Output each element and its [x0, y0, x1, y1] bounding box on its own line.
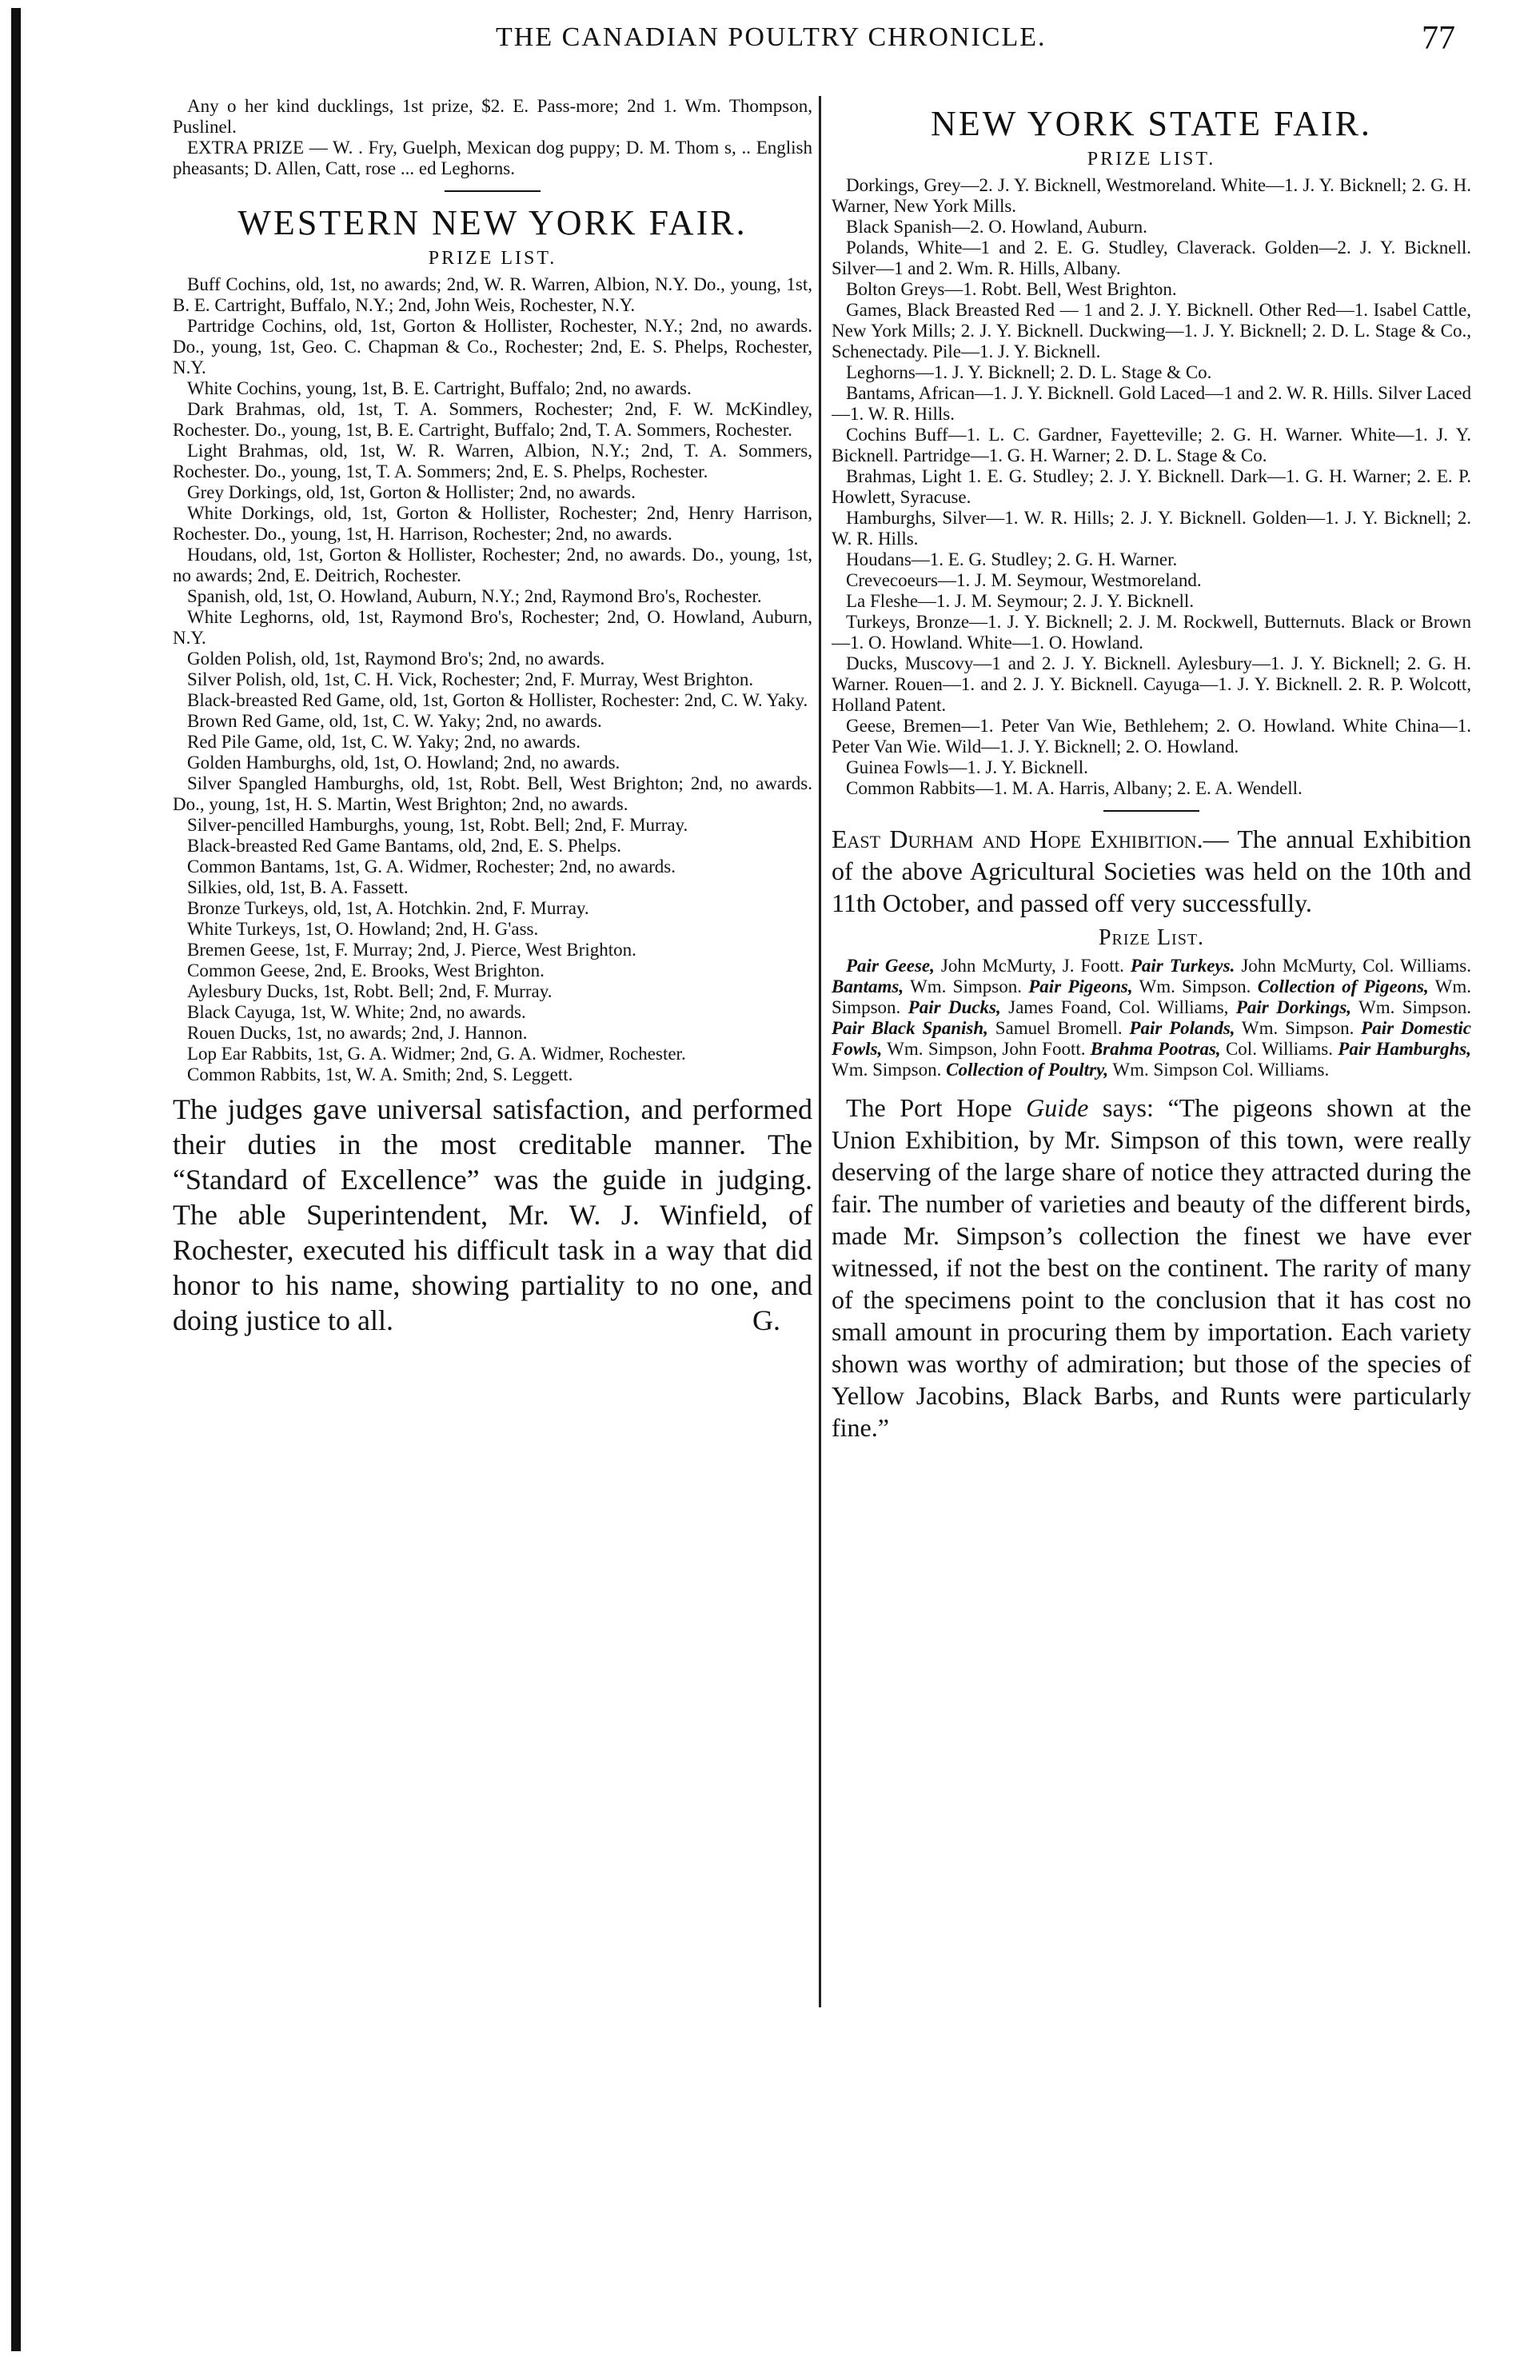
- western-prize-list-label: PRIZE LIST.: [428, 248, 557, 269]
- left-column: [173, 96, 812, 1338]
- prize-entry: Common Geese, 2nd, E. Brooks, West Brighton.: [187, 960, 545, 980]
- durham-prize-winner: Col. Williams.: [1220, 1039, 1339, 1059]
- prize-entry: White Dorkings, old, 1st, Gorton & Hollister, Rochester; 2nd, Henry Harrison, Rochester. Do., young, 1st, H. Harrison, Rochester; 2nd, no awards.: [173, 503, 812, 544]
- durham-prize-class: Pair Ducks,: [908, 997, 1001, 1017]
- port-hope-post: says: “The pigeons shown at the Union Exhibition, by Mr. Simpson of this town, were really deserving of the large share of notice they attracted during the fair. The number of varieties and beauty of the different birds, made Mr. Simpson’s collection the finest we have ever witnessed, if not the best on the continent. The rarity of many of the specimens point to the conclusion that it has cost no small amount in procuring them by importation. Each variety shown was worthy of admiration; but those of the species of Yellow Jacobins, Black Barbs, and Runts were particularly fine.”: [832, 1093, 1471, 1442]
- judges-paragraph: [173, 1092, 812, 1338]
- prize-entry: Light Brahmas, old, 1st, W. R. Warren, Albion, N.Y.; 2nd, T. A. Sommers, Rochester. Do., young, 1st, T. A. Sommers; 2nd, E. S. Phelps, Rochester.: [173, 441, 812, 481]
- prize-entry: Golden Hamburghs, old, 1st, O. Howland; 2nd, no awards.: [187, 753, 620, 773]
- durham-prize-class: Pair Domestic Fowls,: [832, 1018, 1471, 1059]
- durham-prize-winner: John McMurty, Col. Williams.: [1235, 956, 1471, 976]
- prize-entry: Bantams, African—1. J. Y. Bicknell. Gold Laced—1 and 2. W. R. Hills. Silver Laced—1. W. R. Hills.: [832, 383, 1471, 424]
- prize-entry: Bolton Greys—1. Robt. Bell, West Brighton.: [846, 279, 1177, 299]
- prize-entry: Silver Spangled Hamburghs, old, 1st, Robt. Bell, West Brighton; 2nd, no awards. Do., young, 1st, H. S. Martin, West Brighton; 2nd, no awards.: [173, 773, 812, 814]
- durham-prize-class: Bantams,: [832, 976, 904, 996]
- prize-entry: Dark Brahmas, old, 1st, T. A. Sommers, Rochester; 2nd, F. W. McKindley, Rochester. Do., young, 1st, B. E. Cartright, Buffalo; 2nd, T. A. Sommers, Rochester.: [173, 399, 812, 440]
- durham-prize-winner: Wm. Simpson.: [1132, 976, 1258, 996]
- durham-prize-list-label: Prize List.: [1098, 925, 1205, 950]
- western-prize-entries: [173, 274, 812, 1085]
- durham-prize-winner: James Foand, Col. Williams,: [1000, 997, 1236, 1017]
- prize-entry: Geese, Bremen—1. Peter Van Wie, Bethlehem; 2. O. Howland. White China—1. Peter Van Wie. Wild—1. J. Y. Bicknell; 2. O. Howland.: [832, 716, 1471, 757]
- prize-entry: Black-breasted Red Game Bantams, old, 2nd, E. S. Phelps.: [187, 836, 621, 856]
- prize-entry: Polands, White—1 and 2. E. G. Studley, Claverack. Golden—2. J. Y. Bicknell. Silver—1 and 2. Wm. R. Hills, Albany.: [832, 238, 1471, 278]
- port-hope-paragraph: [832, 1092, 1471, 1444]
- ny-state-fair-heading: NEW YORK STATE FAIR.: [931, 104, 1372, 143]
- prize-entry: Partridge Cochins, old, 1st, Gorton & Hollister, Rochester, N.Y.; 2nd, no awards. Do., young, 1st, Geo. C. Chapman & Co., Rochester; 2nd, E. S. Phelps, Rochester, N.Y.: [173, 316, 812, 377]
- prize-entry: Buff Cochins, old, 1st, no awards; 2nd, W. R. Warren, Albion, N.Y. Do., young, 1st, B. E. Cartright, Buffalo, N.Y.; 2nd, John Weis, Rochester, N.Y.: [173, 274, 812, 315]
- section-rule: [1103, 810, 1199, 812]
- prize-entry: Brown Red Game, old, 1st, C. W. Yaky; 2nd, no awards.: [187, 711, 602, 731]
- durham-prize-winner: Wm. Simpson.: [904, 976, 1029, 996]
- durham-prize-class: Pair Turkeys.: [1130, 956, 1235, 976]
- prize-entry: Crevecoeurs—1. J. M. Seymour, Westmoreland.: [846, 570, 1202, 590]
- durham-prize-winner: Wm. Simpson.: [1351, 997, 1471, 1017]
- prize-entry: Brahmas, Light 1. E. G. Studley; 2. J. Y. Bicknell. Dark—1. G. H. Warner; 2. E. P. Howlett, Syracuse.: [832, 466, 1471, 507]
- port-hope-guide: Guide: [1026, 1093, 1089, 1122]
- durham-paragraph: [832, 823, 1471, 919]
- durham-prize-class: Pair Dorkings,: [1235, 997, 1352, 1017]
- prize-entry: Bronze Turkeys, old, 1st, A. Hotchkin. 2nd, F. Murray.: [187, 898, 589, 918]
- prize-entry: Games, Black Breasted Red — 1 and 2. J. Y. Bicknell. Other Red—1. Isabel Cattle, New York Mills; 2. J. Y. Bicknell. Duckwing—1. J. Y. Bicknell; 2. D. L. Stage & Co., Schenectady. Pile—1. J. Y. Bicknell.: [832, 300, 1471, 361]
- signature: G.: [752, 1304, 780, 1336]
- western-ny-fair-heading: WESTERN NEW YORK FAIR.: [237, 203, 748, 242]
- prize-entry: Turkeys, Bronze—1. J. Y. Bicknell; 2. J. M. Rockwell, Butternuts. Black or Brown—1. O. Howland. White—1. O. Howland.: [832, 612, 1471, 653]
- durham-prize-class: Brahma Pootras,: [1090, 1039, 1221, 1059]
- prize-entry: Common Rabbits, 1st, W. A. Smith; 2nd, S. Leggett.: [187, 1064, 573, 1084]
- durham-prize-class: Pair Polands,: [1129, 1018, 1235, 1038]
- prize-entry: Leghorns—1. J. Y. Bicknell; 2. D. L. Stage & Co.: [846, 362, 1212, 382]
- durham-prize-winner: Samuel Bromell.: [987, 1018, 1130, 1038]
- durham-heading: East Durham and Hope Exhibition.—: [832, 825, 1229, 853]
- section-rule: [445, 190, 541, 192]
- right-column: [832, 96, 1471, 1444]
- durham-prize-winner: Wm. Simpson Col. Williams.: [1108, 1060, 1330, 1080]
- prize-entry: Black-breasted Red Game, old, 1st, Gorton & Hollister, Rochester: 2nd, C. W. Yaky.: [187, 690, 808, 710]
- prize-entry: Aylesbury Ducks, 1st, Robt. Bell; 2nd, F. Murray.: [187, 981, 553, 1001]
- durham-prize-class: Collection of Poultry,: [946, 1060, 1109, 1080]
- durham-prize-winner: Wm. Simpson, John Foott.: [882, 1039, 1091, 1059]
- page-header: [48, 18, 1471, 66]
- judges-text: The judges gave universal satisfaction, and performed their duties in the most creditable manner. The “Standard of Excellence” was the guide in judging. The able Superintendent, Mr. W. J. Winfield, of Rochester, executed his difficult task in a way that did honor to his name, showing partiality to no one, and doing justice to all.: [173, 1093, 812, 1336]
- prize-entry: Houdans—1. E. G. Studley; 2. G. H. Warner.: [846, 549, 1178, 569]
- column-divider: [819, 96, 821, 2007]
- prize-entry: Grey Dorkings, old, 1st, Gorton & Hollister; 2nd, no awards.: [187, 482, 636, 502]
- durham-prize-class: Pair Pigeons,: [1028, 976, 1133, 996]
- prize-entry: EXTRA PRIZE — W. . Fry, Guelph, Mexican dog puppy; D. M. Thom s, .. English pheasants; D. Allen, Catt, rose ... ed Leghorns.: [173, 138, 812, 178]
- port-hope-pre: The Port Hope: [846, 1093, 1027, 1122]
- prize-entry: White Leghorns, old, 1st, Raymond Bro's, Rochester; 2nd, O. Howland, Auburn, N.Y.: [173, 607, 812, 648]
- durham-prize-class: Collection of Pigeons,: [1257, 976, 1429, 996]
- page-number: 77: [1422, 20, 1455, 57]
- prize-entry: Silver Polish, old, 1st, C. H. Vick, Rochester; 2nd, F. Murray, West Brighton.: [187, 669, 754, 689]
- prize-entry: Lop Ear Rabbits, 1st, G. A. Widmer; 2nd, G. A. Widmer, Rochester.: [187, 1044, 686, 1064]
- durham-prize-winner: Wm. Simpson.: [832, 1060, 947, 1080]
- durham-prize-class: Pair Black Spanish,: [832, 1018, 988, 1038]
- prize-entry: Cochins Buff—1. L. C. Gardner, Fayetteville; 2. G. H. Warner. White—1. J. Y. Bicknell. Partridge—1. G. H. Warner; 2. D. L. Stage & Co.: [832, 425, 1471, 465]
- prize-entry: Guinea Fowls—1. J. Y. Bicknell.: [846, 757, 1088, 777]
- durham-text: The annual Exhibition of the above Agricultural Societies was held on the 10th and 11th October, and passed off very successfully.: [832, 825, 1471, 917]
- durham-prize-entries: [832, 956, 1471, 1080]
- prize-entry: Any o her kind ducklings, 1st prize, $2. E. Pass-more; 2nd 1. Wm. Thompson, Puslinel.: [173, 96, 812, 137]
- prize-entry: Dorkings, Grey—2. J. Y. Bicknell, Westmoreland. White—1. J. Y. Bicknell; 2. G. H. Warner, New York Mills.: [832, 175, 1471, 216]
- prize-entry: Black Cayuga, 1st, W. White; 2nd, no awards.: [187, 1002, 526, 1022]
- prize-entry: Common Bantams, 1st, G. A. Widmer, Rochester; 2nd, no awards.: [187, 857, 676, 877]
- durham-prize-winner: John McMurty, J. Foott.: [934, 956, 1131, 976]
- state-prize-entries: [832, 175, 1471, 799]
- durham-prize-winner: Wm. Simpson.: [1235, 1018, 1362, 1038]
- prize-entry: Bremen Geese, 1st, F. Murray; 2nd, J. Pierce, West Brighton.: [187, 940, 636, 960]
- prize-entry: La Fleshe—1. J. M. Seymour; 2. J. Y. Bicknell.: [846, 591, 1195, 611]
- prize-entry: Common Rabbits—1. M. A. Harris, Albany; 2. E. A. Wendell.: [846, 778, 1303, 798]
- state-prize-list-label: PRIZE LIST.: [1087, 149, 1216, 170]
- prize-entry: Golden Polish, old, 1st, Raymond Bro's; 2nd, no awards.: [187, 649, 605, 669]
- prize-entry: Spanish, old, 1st, O. Howland, Auburn, N.Y.; 2nd, Raymond Bro's, Rochester.: [187, 586, 762, 606]
- durham-prize-class: Pair Geese,: [846, 956, 935, 976]
- prize-entry: Black Spanish—2. O. Howland, Auburn.: [846, 217, 1147, 237]
- prize-entry: Silver-pencilled Hamburghs, young, 1st, Robt. Bell; 2nd, F. Murray.: [187, 815, 688, 835]
- prize-entry: White Cochins, young, 1st, B. E. Cartright, Buffalo; 2nd, no awards.: [187, 378, 692, 398]
- prize-entry: Ducks, Muscovy—1 and 2. J. Y. Bicknell. Aylesbury—1. J. Y. Bicknell; 2. G. H. Warner. Rouen—1. and 2. J. Y. Bicknell. Cayuga—1. J. Y. Bicknell. 2. R. P. Wolcott, Holland Patent.: [832, 653, 1471, 715]
- prize-entry: Houdans, old, 1st, Gorton & Hollister, Rochester; 2nd, no awards. Do., young, 1st, no awards; 2nd, E. Deitrich, Rochester.: [173, 545, 812, 585]
- prize-entry: Silkies, old, 1st, B. A. Fassett.: [187, 877, 409, 897]
- durham-prize-winner: Wm. Simpson.: [832, 976, 1471, 1017]
- prize-entry: White Turkeys, 1st, O. Howland; 2nd, H. G'ass.: [187, 919, 539, 939]
- prize-entry: Rouen Ducks, 1st, no awards; 2nd, J. Hannon.: [187, 1023, 528, 1043]
- page-title: THE CANADIAN POULTRY CHRONICLE.: [496, 22, 1047, 52]
- left-intro: [173, 96, 812, 179]
- prize-entry: Hamburghs, Silver—1. W. R. Hills; 2. J. Y. Bicknell. Golden—1. J. Y. Bicknell; 2. W. R. Hills.: [832, 508, 1471, 549]
- durham-prize-class: Pair Hamburghs,: [1338, 1039, 1471, 1059]
- left-margin-rule: [11, 8, 21, 2351]
- prize-entry: Red Pile Game, old, 1st, C. W. Yaky; 2nd, no awards.: [187, 732, 580, 752]
